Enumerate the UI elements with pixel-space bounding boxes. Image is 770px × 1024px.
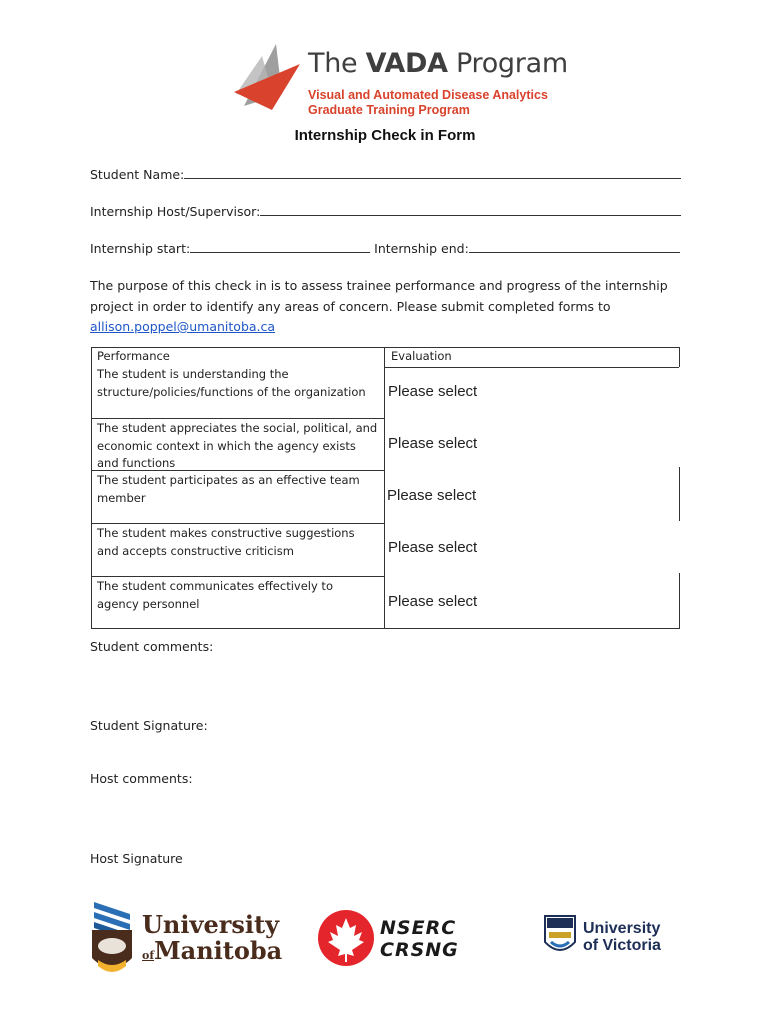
criterion-3: The student participates as an effective team member <box>97 473 360 505</box>
vada-subtitle-line1: Visual and Automated Disease Analytics <box>308 88 548 102</box>
evaluation-table <box>91 347 679 629</box>
header-performance: Performance <box>97 349 170 363</box>
host-comments-label: Host comments: <box>90 771 193 786</box>
student-comments-label: Student comments: <box>90 639 214 654</box>
form-title: Internship Check in Form <box>294 127 476 144</box>
student-name-field[interactable] <box>90 166 681 182</box>
table-column-divider <box>384 347 385 629</box>
evaluation-select-1[interactable]: Please select <box>388 383 478 400</box>
criterion-5: The student communicates effectively to agency personnel <box>97 579 333 611</box>
header-evaluation: Evaluation <box>391 349 452 363</box>
purpose-paragraph <box>90 276 680 338</box>
criterion-1: The student is understanding the structure/policies/functions of the organization <box>97 367 366 399</box>
table-border-right-mid <box>679 467 680 521</box>
evaluation-select-2[interactable]: Please select <box>388 435 478 452</box>
umanitoba-wordmark: University ofManitoba <box>142 910 283 965</box>
table-border-bottom <box>91 628 679 629</box>
end-label: Internship end: <box>374 241 469 256</box>
email-link[interactable]: allison.poppel@umanitoba.ca <box>90 319 276 334</box>
host-line[interactable] <box>260 203 681 216</box>
purpose-text: The purpose of this check in is to assess trainee performance and progress of the internship project in order to identify any areas of concern. Please submit completed forms to <box>90 278 668 314</box>
nserc-logo <box>316 908 461 968</box>
start-label: Internship start: <box>90 241 191 256</box>
vada-program-title: The VADA Program <box>308 48 568 79</box>
uvic-crest-icon <box>543 914 577 960</box>
umanitoba-bison-crest-icon <box>90 900 134 978</box>
criterion-4: The student makes constructive suggestions and accepts constructive criticism <box>97 526 355 558</box>
host-label: Internship Host/Supervisor: <box>90 204 261 219</box>
vada-logo <box>232 44 568 124</box>
evaluation-select-3[interactable]: Please select <box>387 487 477 504</box>
table-border-right-bottom <box>679 573 680 629</box>
vada-triangle-icon <box>232 44 308 116</box>
host-signature-label: Host Signature <box>90 851 183 866</box>
end-line[interactable] <box>469 240 680 253</box>
student-signature-label: Student Signature: <box>90 718 208 733</box>
dates-field[interactable] <box>90 240 680 256</box>
uvic-logo <box>543 914 673 962</box>
nserc-wordmark: NSERC CRSNG <box>380 917 459 961</box>
uvic-wordmark: University of Victoria <box>583 920 661 954</box>
host-field[interactable] <box>90 203 681 219</box>
table-header-rule <box>384 367 679 368</box>
nserc-maple-leaf-icon <box>316 908 376 968</box>
criterion-2: The student appreciates the social, political, and economic context in which the agency exists and functions <box>97 421 378 470</box>
table-border-right-top <box>679 347 680 367</box>
evaluation-select-4[interactable]: Please select <box>388 539 478 556</box>
vada-subtitle-line2: Graduate Training Program <box>308 103 470 117</box>
student-name-line[interactable] <box>184 166 681 179</box>
evaluation-select-5[interactable]: Please select <box>388 593 478 610</box>
student-name-label: Student Name: <box>90 167 185 182</box>
start-line[interactable] <box>190 240 370 253</box>
umanitoba-logo <box>90 900 283 978</box>
